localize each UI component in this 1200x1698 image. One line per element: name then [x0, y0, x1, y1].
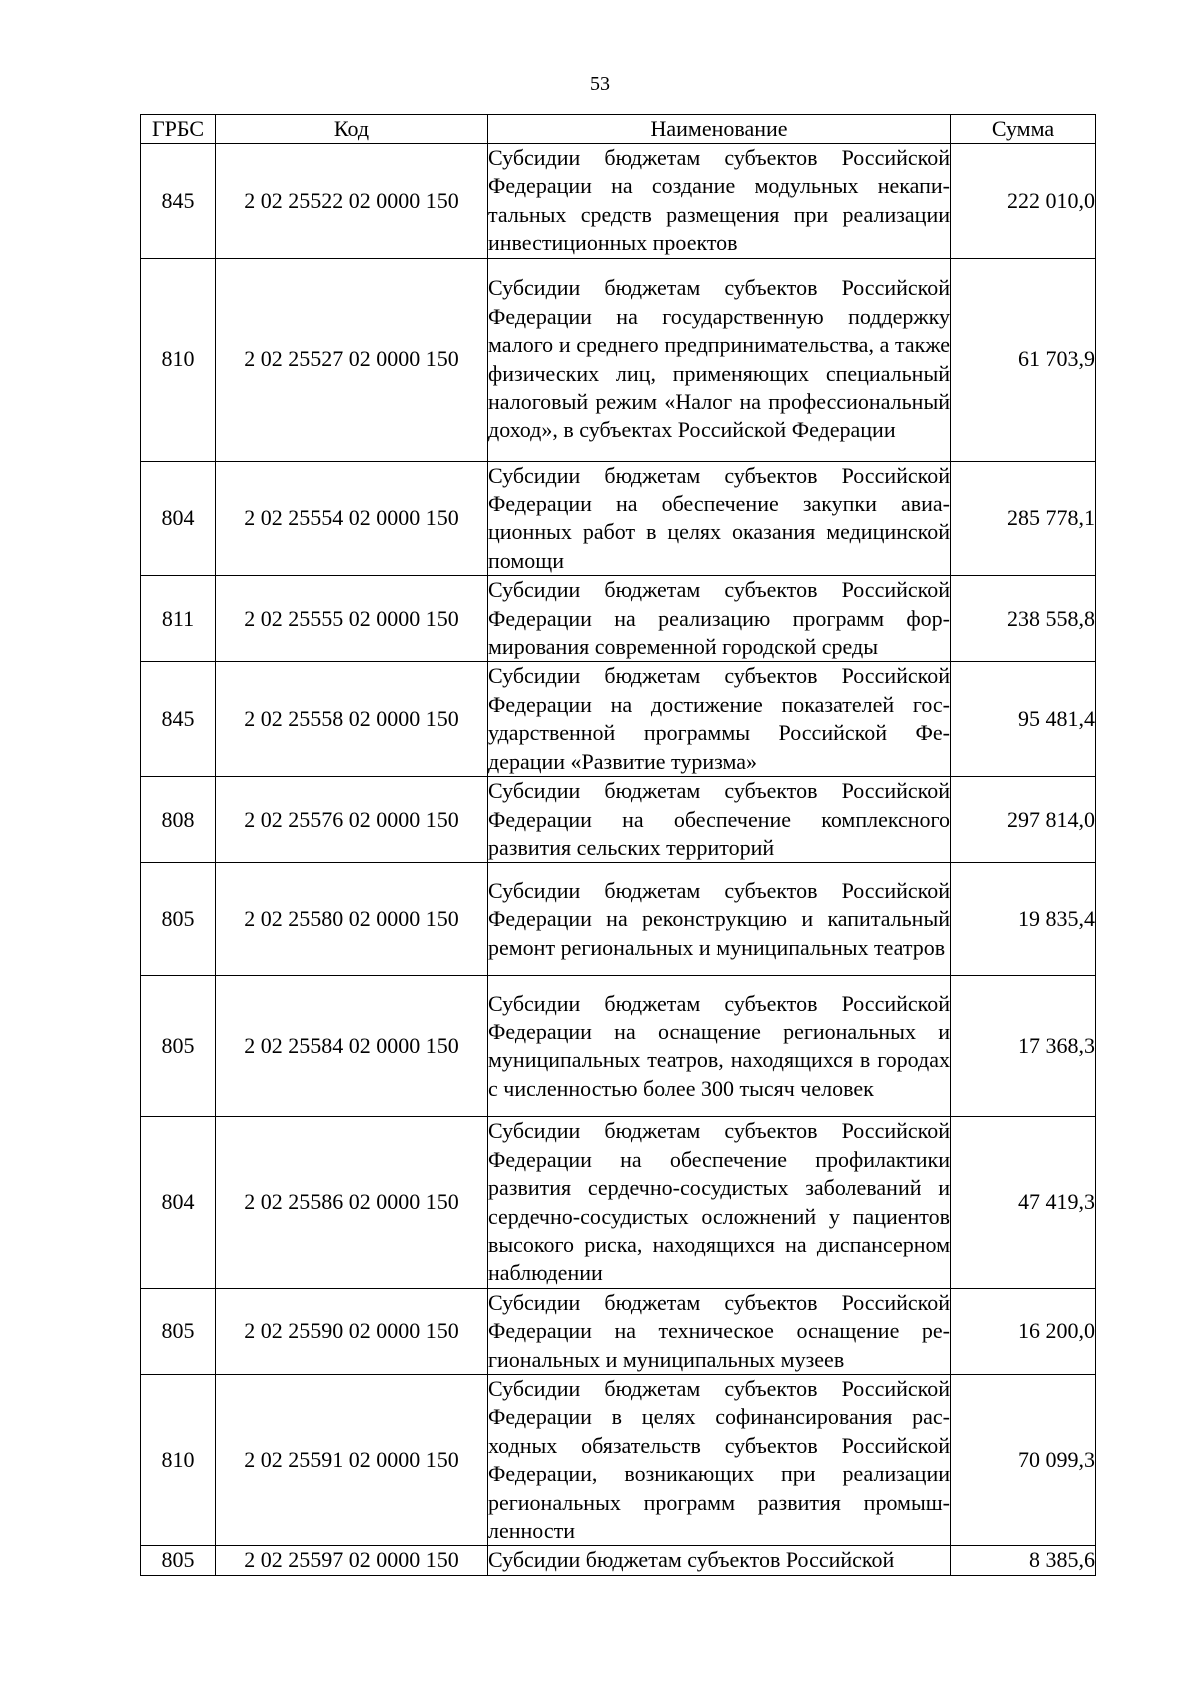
- cell-code: 2 02 25580 02 0000 150: [216, 863, 488, 976]
- cell-name: Субсидии бюджетам субъектов Российской Федерации на обеспечение профилактики развития сердечно-сосудистых заболеваний и сердечно-сосудистых осложнений у пациентов высокого риска, находящихся на диспансерном наблюдении: [488, 1117, 951, 1288]
- cell-name: Субсидии бюджетам субъектов Российской Федерации на государственную поддержку малого и среднего предпринимательства, а также физических лиц, применяющих специальный налоговый режим «Налог на профессиональный доход», в субъектах Российской Федерации: [488, 258, 951, 461]
- cell-code: 2 02 25584 02 0000 150: [216, 976, 488, 1117]
- cell-name: Субсидии бюджетам субъектов Российской Федерации в целях софинансирования расходных обязательств субъектов Российской Федерации, возникающих при реализации региональных программ развития промышленности: [488, 1374, 951, 1545]
- cell-code: 2 02 25555 02 0000 150: [216, 576, 488, 662]
- header-row: [141, 115, 1096, 144]
- table-row: [141, 144, 1096, 259]
- table-row: [141, 976, 1096, 1117]
- cell-code: 2 02 25597 02 0000 150: [216, 1546, 488, 1575]
- page-number: 53: [590, 73, 610, 95]
- cell-code: 2 02 25586 02 0000 150: [216, 1117, 488, 1288]
- cell-code: 2 02 25590 02 0000 150: [216, 1288, 488, 1374]
- header-grbs: ГРБС: [141, 115, 216, 144]
- cell-name: Субсидии бюджетам субъектов Российской: [488, 1546, 951, 1575]
- table-row: [141, 258, 1096, 461]
- table-row: [141, 1546, 1096, 1575]
- cell-code: 2 02 25591 02 0000 150: [216, 1374, 488, 1545]
- cell-name: Субсидии бюджетам субъектов Российской Федерации на обеспечение закупки авиационных работ в целях оказания медицинской помощи: [488, 461, 951, 576]
- cell-sum: 222 010,0: [951, 144, 1096, 259]
- cell-sum: 17 368,3: [951, 976, 1096, 1117]
- table-row: [141, 863, 1096, 976]
- table-header: [141, 115, 1096, 144]
- table-row: [141, 1117, 1096, 1288]
- cell-name: Субсидии бюджетам субъектов Российской Федерации на обеспечение комплексного развития сельских территорий: [488, 777, 951, 863]
- table-row: [141, 1374, 1096, 1545]
- cell-name: Субсидии бюджетам субъектов Российской Федерации на создание модульных некапитальных средств размещения при реализации инвестиционных проектов: [488, 144, 951, 259]
- header-sum: Сумма: [951, 115, 1096, 144]
- cell-sum: 19 835,4: [951, 863, 1096, 976]
- cell-grbs: 845: [141, 662, 216, 777]
- cell-sum: 285 778,1: [951, 461, 1096, 576]
- cell-sum: 47 419,3: [951, 1117, 1096, 1288]
- cell-grbs: 810: [141, 1374, 216, 1545]
- table-row: [141, 777, 1096, 863]
- table-row: [141, 662, 1096, 777]
- table-body: [141, 144, 1096, 1576]
- cell-grbs: 804: [141, 461, 216, 576]
- cell-code: 2 02 25558 02 0000 150: [216, 662, 488, 777]
- header-name: Наименование: [488, 115, 951, 144]
- cell-grbs: 805: [141, 863, 216, 976]
- cell-sum: 70 099,3: [951, 1374, 1096, 1545]
- cell-grbs: 805: [141, 976, 216, 1117]
- cell-code: 2 02 25554 02 0000 150: [216, 461, 488, 576]
- cell-name: Субсидии бюджетам субъектов Российской Федерации на реализацию программ формирования современной городской среды: [488, 576, 951, 662]
- cell-code: 2 02 25527 02 0000 150: [216, 258, 488, 461]
- cell-sum: 95 481,4: [951, 662, 1096, 777]
- cell-grbs: 808: [141, 777, 216, 863]
- cell-sum: 61 703,9: [951, 258, 1096, 461]
- cell-grbs: 810: [141, 258, 216, 461]
- cell-code: 2 02 25522 02 0000 150: [216, 144, 488, 259]
- cell-grbs: 811: [141, 576, 216, 662]
- cell-name: Субсидии бюджетам субъектов Российской Федерации на реконструкцию и капитальный ремонт региональных и муниципальных театров: [488, 863, 951, 976]
- cell-name: Субсидии бюджетам субъектов Российской Федерации на оснащение региональных и муниципальных театров, находящихся в городах с численностью более 300 тысяч человек: [488, 976, 951, 1117]
- table-row: [141, 461, 1096, 576]
- cell-sum: 238 558,8: [951, 576, 1096, 662]
- table-row: [141, 576, 1096, 662]
- cell-name: Субсидии бюджетам субъектов Российской Федерации на достижение показателей государственной программы Российской Федерации «Развитие туризма»: [488, 662, 951, 777]
- header-code: Код: [216, 115, 488, 144]
- cell-grbs: 804: [141, 1117, 216, 1288]
- cell-sum: 8 385,6: [951, 1546, 1096, 1575]
- cell-grbs: 845: [141, 144, 216, 259]
- cell-sum: 297 814,0: [951, 777, 1096, 863]
- cell-code: 2 02 25576 02 0000 150: [216, 777, 488, 863]
- table-row: [141, 1288, 1096, 1374]
- cell-grbs: 805: [141, 1288, 216, 1374]
- cell-name: Субсидии бюджетам субъектов Российской Федерации на техническое оснащение региональных и муниципальных музеев: [488, 1288, 951, 1374]
- budget-table: [140, 114, 1096, 1576]
- cell-grbs: 805: [141, 1546, 216, 1575]
- cell-sum: 16 200,0: [951, 1288, 1096, 1374]
